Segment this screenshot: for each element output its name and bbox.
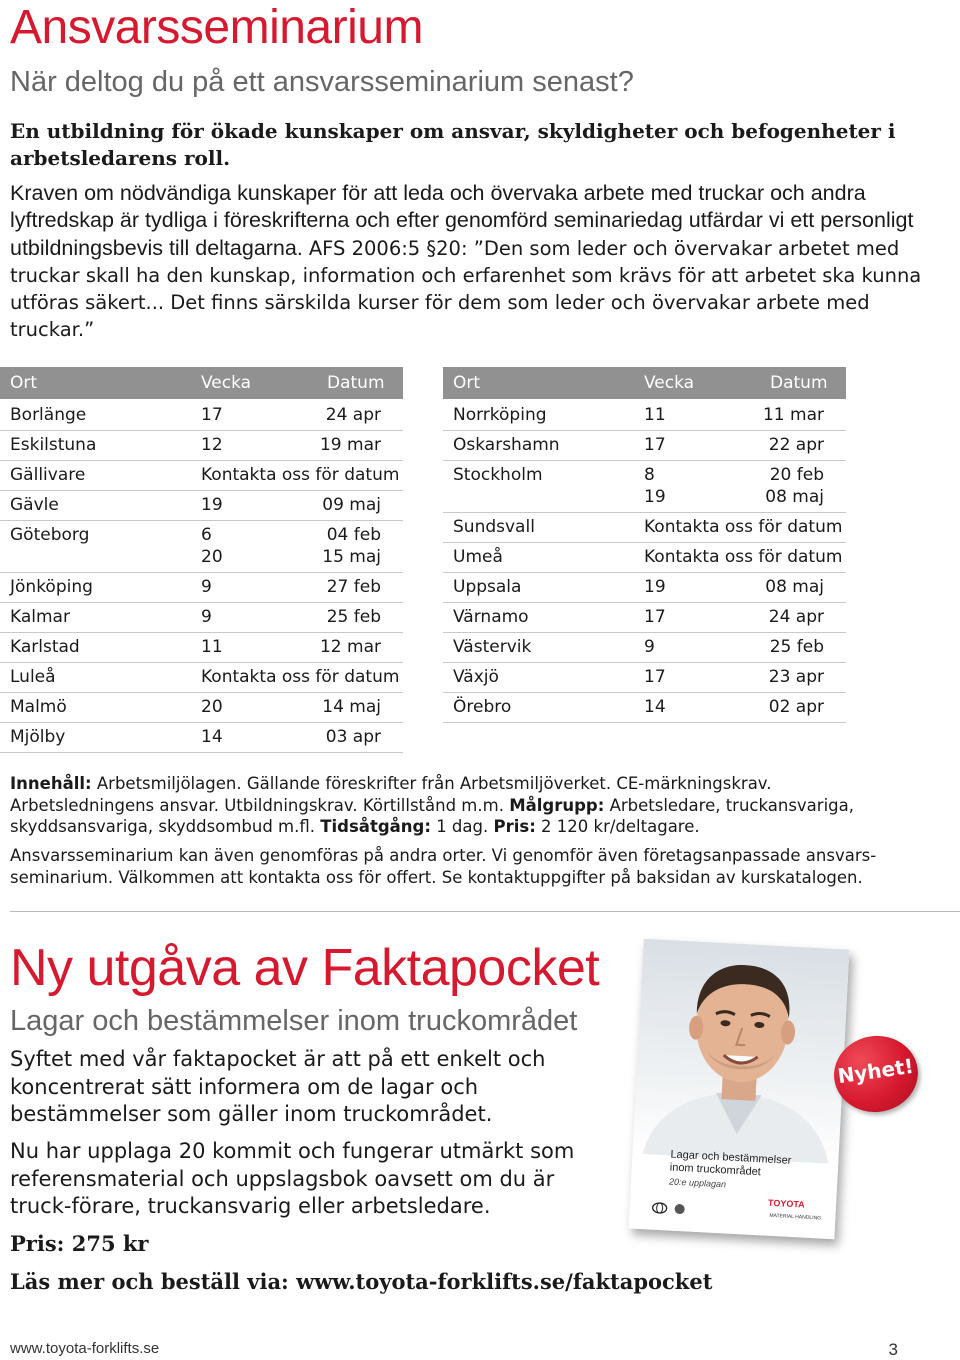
cell-vecka: 17: [201, 405, 223, 425]
cell-vecka: 8: [644, 465, 655, 485]
cell-vecka: 11: [644, 405, 666, 425]
cell-vecka: 19: [644, 577, 666, 597]
cover-brand: TOYOTA: [767, 1197, 805, 1210]
cell-datum: 27 feb: [326, 577, 381, 597]
cell-datum: 11 mar: [762, 405, 824, 425]
course-extra-info: Ansvarsseminarium kan även genomföras på andra orter. Vi genomför även företagsanpassade ansvars-seminarium. Välkommen att kontakta oss för offert. Se kontaktuppgifter på baksidan av kurskatalogen.: [10, 846, 877, 887]
lead-paragraph: En utbildning för ökade kunskaper om ansvar, skyldigheter och befogenheter i arbetsledarens roll.: [10, 119, 896, 170]
section2-paragraph-2: Nu har upplaga 20 kommit och fungerar utmärkt som referensmaterial och uppslagsbok oavsett om du är truck-förare, truckansvarig eller arbetsledare.: [10, 1139, 575, 1218]
cell-vecka: 9: [644, 637, 655, 657]
toyota-emblem-icon: [651, 1202, 688, 1216]
row-separator: [443, 602, 846, 603]
cell-ort: Jönköping: [10, 577, 93, 597]
cell-ort: Luleå: [10, 667, 56, 687]
cell-datum: 25 feb: [769, 637, 824, 657]
section2-paragraph-1: Syftet med vår faktapocket är att på ett enkelt och koncentrerat sätt informera om de lagar och bestämmelser som gäller inom truckområdet.: [10, 1047, 546, 1126]
row-separator: [443, 632, 846, 633]
new-badge-label: Nyhet!: [836, 1053, 916, 1089]
table-row: [443, 465, 846, 517]
section-divider: [10, 911, 960, 912]
body-paragraph-intro: Kraven om nödvändiga kunskaper för att leda och övervaka arbete med truckar och andra lyftredskap är tydliga i föreskrifterna och efter genomförd seminariedag utfärdar vi ett personligt utbildningsbevis till deltagarna.: [10, 181, 914, 260]
cell-vecka: 6: [201, 525, 212, 545]
table-header-right: [443, 367, 846, 399]
cell-vecka: 12: [201, 435, 223, 455]
cell-datum: 08 maj: [765, 577, 824, 597]
table-row: [0, 525, 403, 577]
row-separator: [0, 520, 403, 521]
cell-ort: Västervik: [453, 637, 532, 657]
cell-datum: 20 feb: [769, 465, 824, 485]
cell-vecka-2: 19: [644, 487, 666, 507]
row-separator: [0, 490, 403, 491]
cell-datum: 25 feb: [326, 607, 381, 627]
footer-url[interactable]: www.toyota-forklifts.se: [10, 1340, 160, 1357]
row-separator: [443, 662, 846, 663]
cell-vecka: 17: [644, 435, 666, 455]
header-datum: Datum: [327, 373, 385, 393]
pris-label: Pris:: [493, 817, 536, 836]
row-separator: [0, 572, 403, 573]
cell-ort: Sundsvall: [453, 517, 535, 537]
cell-vecka: Kontakta oss för datum: [644, 517, 843, 537]
cell-ort: Kalmar: [10, 607, 70, 627]
row-separator: [0, 460, 403, 461]
cell-ort: Gällivare: [10, 465, 86, 485]
row-separator: [0, 632, 403, 633]
cell-datum: 03 apr: [325, 727, 381, 747]
malgrupp-label: Målgrupp:: [509, 795, 605, 815]
cell-ort: Uppsala: [453, 577, 522, 597]
innehall-text: Arbetsmiljölagen. Gällande föreskrifter från Arbetsmiljöverket. CE-märkningskrav. Arbetsledningens ansvar. Utbildningskrav. Körtillstånd m.m.: [10, 774, 772, 815]
cell-vecka: 17: [644, 667, 666, 687]
cell-datum: 24 apr: [768, 607, 824, 627]
cell-ort: Värnamo: [453, 607, 529, 627]
page-number: 3: [888, 1340, 898, 1359]
tid-text: 1 dag.: [436, 817, 489, 836]
row-separator: [0, 430, 403, 431]
cell-datum: 12 mar: [319, 637, 381, 657]
cover-photo: [632, 939, 849, 1164]
page-title: Ansvarsseminarium: [10, 1, 423, 54]
cell-datum: 23 apr: [768, 667, 824, 687]
faktapocket-cover-image: [629, 939, 850, 1239]
cell-ort: Örebro: [453, 697, 512, 717]
row-separator: [443, 460, 846, 461]
cell-ort: Karlstad: [10, 637, 80, 657]
cell-ort: Gävle: [10, 495, 59, 515]
cell-vecka: 17: [644, 607, 666, 627]
row-separator: [443, 722, 846, 723]
header-vecka: Vecka: [644, 373, 695, 393]
cell-ort: Växjö: [453, 667, 499, 687]
header-vecka: Vecka: [201, 373, 252, 393]
cover-title: Lagar och bestämmelser inom truckområdet: [669, 1148, 792, 1179]
cell-ort: Oskarshamn: [453, 435, 560, 455]
cell-ort: Stockholm: [453, 465, 543, 485]
row-separator: [0, 722, 403, 723]
cell-ort: Mjölby: [10, 727, 66, 747]
table-header-left: [0, 367, 403, 399]
row-separator: [443, 542, 846, 543]
cell-datum: 04 feb: [326, 525, 381, 545]
order-link[interactable]: Läs mer och beställ via: www.toyota-forklifts.se/faktapocket: [10, 1269, 713, 1294]
cell-datum-2: 15 maj: [322, 547, 381, 567]
row-separator: [0, 602, 403, 603]
cell-ort: Umeå: [453, 547, 503, 567]
header-ort: Ort: [453, 373, 481, 393]
cell-vecka: 9: [201, 607, 212, 627]
cell-vecka: 9: [201, 577, 212, 597]
portrait-illustration: [632, 939, 849, 1164]
malgrupp-text: Arbetsledare, truckansvariga, skyddsansvariga, skyddsombud m.fl.: [10, 795, 854, 836]
tid-label: Tidsåtgång:: [320, 817, 431, 836]
cover-brand-sub: MATERIAL HANDLING: [769, 1212, 822, 1222]
cell-vecka: 20: [201, 697, 223, 717]
header-datum: Datum: [770, 373, 828, 393]
cell-vecka: Kontakta oss för datum: [201, 465, 400, 485]
cell-ort: Malmö: [10, 697, 67, 717]
pris-text: 2 120 kr/deltagare.: [541, 817, 700, 836]
cell-ort: Borlänge: [10, 405, 87, 425]
cell-vecka: 19: [201, 495, 223, 515]
cell-datum: 02 apr: [768, 697, 824, 717]
course-info: [10, 773, 910, 838]
row-separator: [0, 692, 403, 693]
section2-title: Ny utgåva av Faktapocket: [10, 939, 600, 997]
cell-ort: Norrköping: [453, 405, 547, 425]
cell-vecka: 14: [644, 697, 666, 717]
cell-vecka: Kontakta oss för datum: [201, 667, 400, 687]
cover-edition: 20:e upplagan: [668, 1176, 727, 1190]
row-separator: [443, 572, 846, 573]
page-subtitle: När deltog du på ett ansvarsseminarium senast?: [10, 66, 634, 98]
header-ort: Ort: [10, 373, 38, 393]
cell-datum: 19 mar: [319, 435, 381, 455]
body-paragraph-quote: AFS 2006:5 §20: ”Den som leder och övervakar arbetet med truckar skall ha den kunskap, information och erfarenhet som krävs för att arbetet ska kunna utföras säkert... Det finns särskilda kurser för dem som leder och övervakar arbete med truckar.”: [10, 236, 922, 342]
cell-vecka: 14: [201, 727, 223, 747]
cell-datum: 14 maj: [322, 697, 381, 717]
section2-subtitle: Lagar och bestämmelser inom truckområdet: [10, 1005, 578, 1037]
row-separator: [0, 752, 403, 753]
cell-datum: 09 maj: [322, 495, 381, 515]
row-separator: [0, 662, 403, 663]
cell-ort: Eskilstuna: [10, 435, 97, 455]
body-paragraph-1: [10, 180, 930, 344]
row-separator: [443, 430, 846, 431]
cell-vecka-2: 20: [201, 547, 223, 567]
cell-datum: 24 apr: [325, 405, 381, 425]
cell-ort: Göteborg: [10, 525, 90, 545]
row-separator: [443, 692, 846, 693]
cell-datum-2: 08 maj: [765, 487, 824, 507]
cell-datum: 22 apr: [768, 435, 824, 455]
cell-vecka: Kontakta oss för datum: [644, 547, 843, 567]
cell-vecka: 11: [201, 637, 223, 657]
price-label: Pris: 275 kr: [10, 1231, 149, 1256]
innehall-label: Innehåll:: [10, 774, 92, 793]
row-separator: [443, 512, 846, 513]
